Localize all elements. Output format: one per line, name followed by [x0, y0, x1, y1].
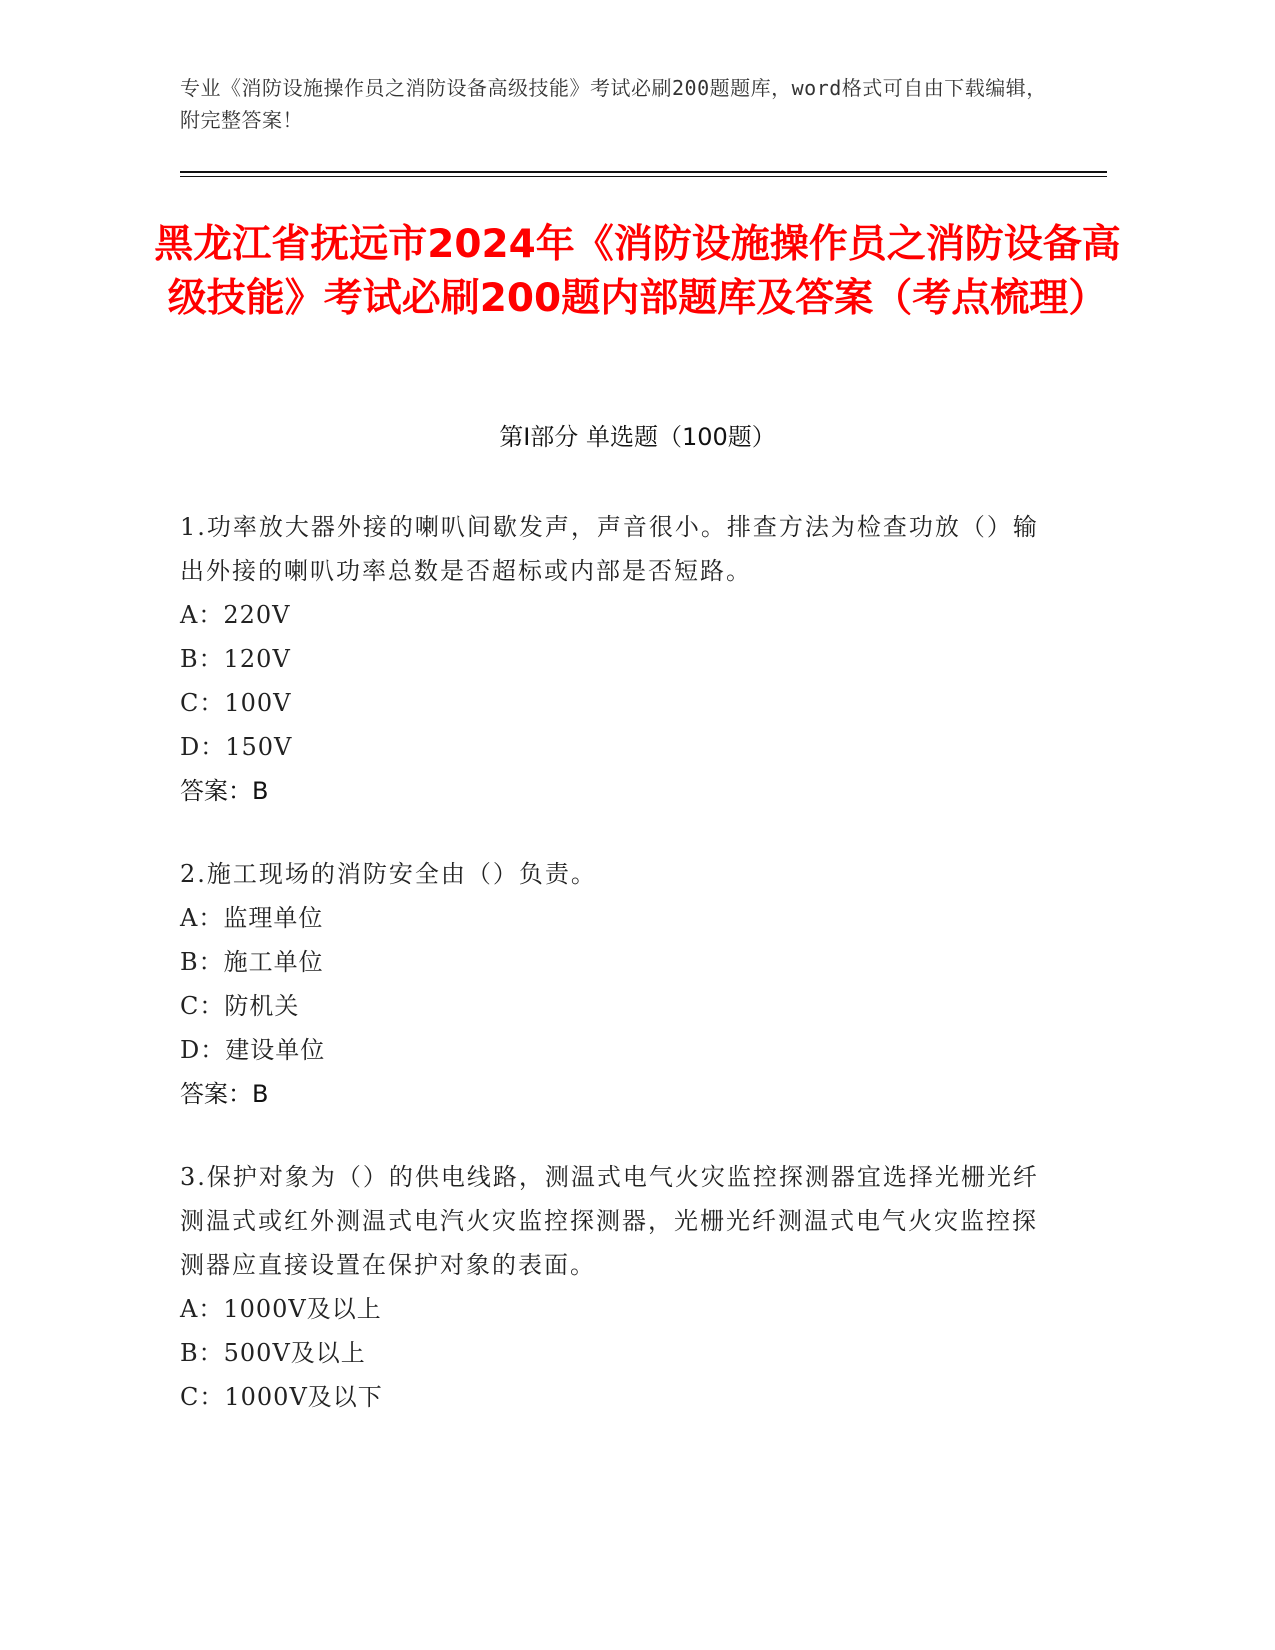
- option-a: A：监理单位: [180, 904, 324, 932]
- question-stem: 2.施工现场的消防安全由（）负责。: [180, 860, 597, 888]
- option-c: C：1000V及以下: [180, 1383, 383, 1411]
- header-divider-thick: [180, 171, 1107, 173]
- document-title: 黑龙江省抚远市2024年《消防设施操作员之消防设备高级技能》考试必刷200题内部题库及答案（考点梳理）: [154, 222, 1121, 321]
- question-item: [180, 1155, 1040, 1419]
- option-d: D：建设单位: [180, 1036, 326, 1064]
- header-note: 专业《消防设施操作员之消防设备高级技能》考试必刷200题题库，word格式可自由下载编辑，附完整答案！: [180, 76, 1047, 132]
- option-a: A：1000V及以上: [180, 1295, 382, 1323]
- option-c: C：防机关: [180, 992, 300, 1020]
- section-heading: 第I部分 单选题（100题）: [499, 423, 776, 451]
- option-c: C：100V: [180, 689, 292, 717]
- question-item: [180, 852, 1040, 1116]
- question-item: [180, 505, 1040, 813]
- question-list: [180, 505, 1040, 1458]
- header-divider-thin: [180, 176, 1107, 177]
- question-stem: 3.保护对象为（）的供电线路，测温式电气火灾监控探测器宜选择光栅光纤测温式或红外测温式电汽火灾监控探测器，光栅光纤测温式电气火灾监控探测器应直接设置在保护对象的表面。: [180, 1163, 1039, 1279]
- option-b: B：500V及以上: [180, 1339, 366, 1367]
- option-d: D：150V: [180, 733, 293, 761]
- answer-line: 答案：B: [180, 1080, 269, 1108]
- question-stem: 1.功率放大器外接的喇叭间歇发声，声音很小。排查方法为检查功放（）输出外接的喇叭功率总数是否超标或内部是否短路。: [180, 513, 1039, 585]
- option-a: A：220V: [180, 601, 291, 629]
- option-b: B：120V: [180, 645, 291, 673]
- answer-line: 答案：B: [180, 777, 269, 805]
- option-b: B：施工单位: [180, 948, 324, 976]
